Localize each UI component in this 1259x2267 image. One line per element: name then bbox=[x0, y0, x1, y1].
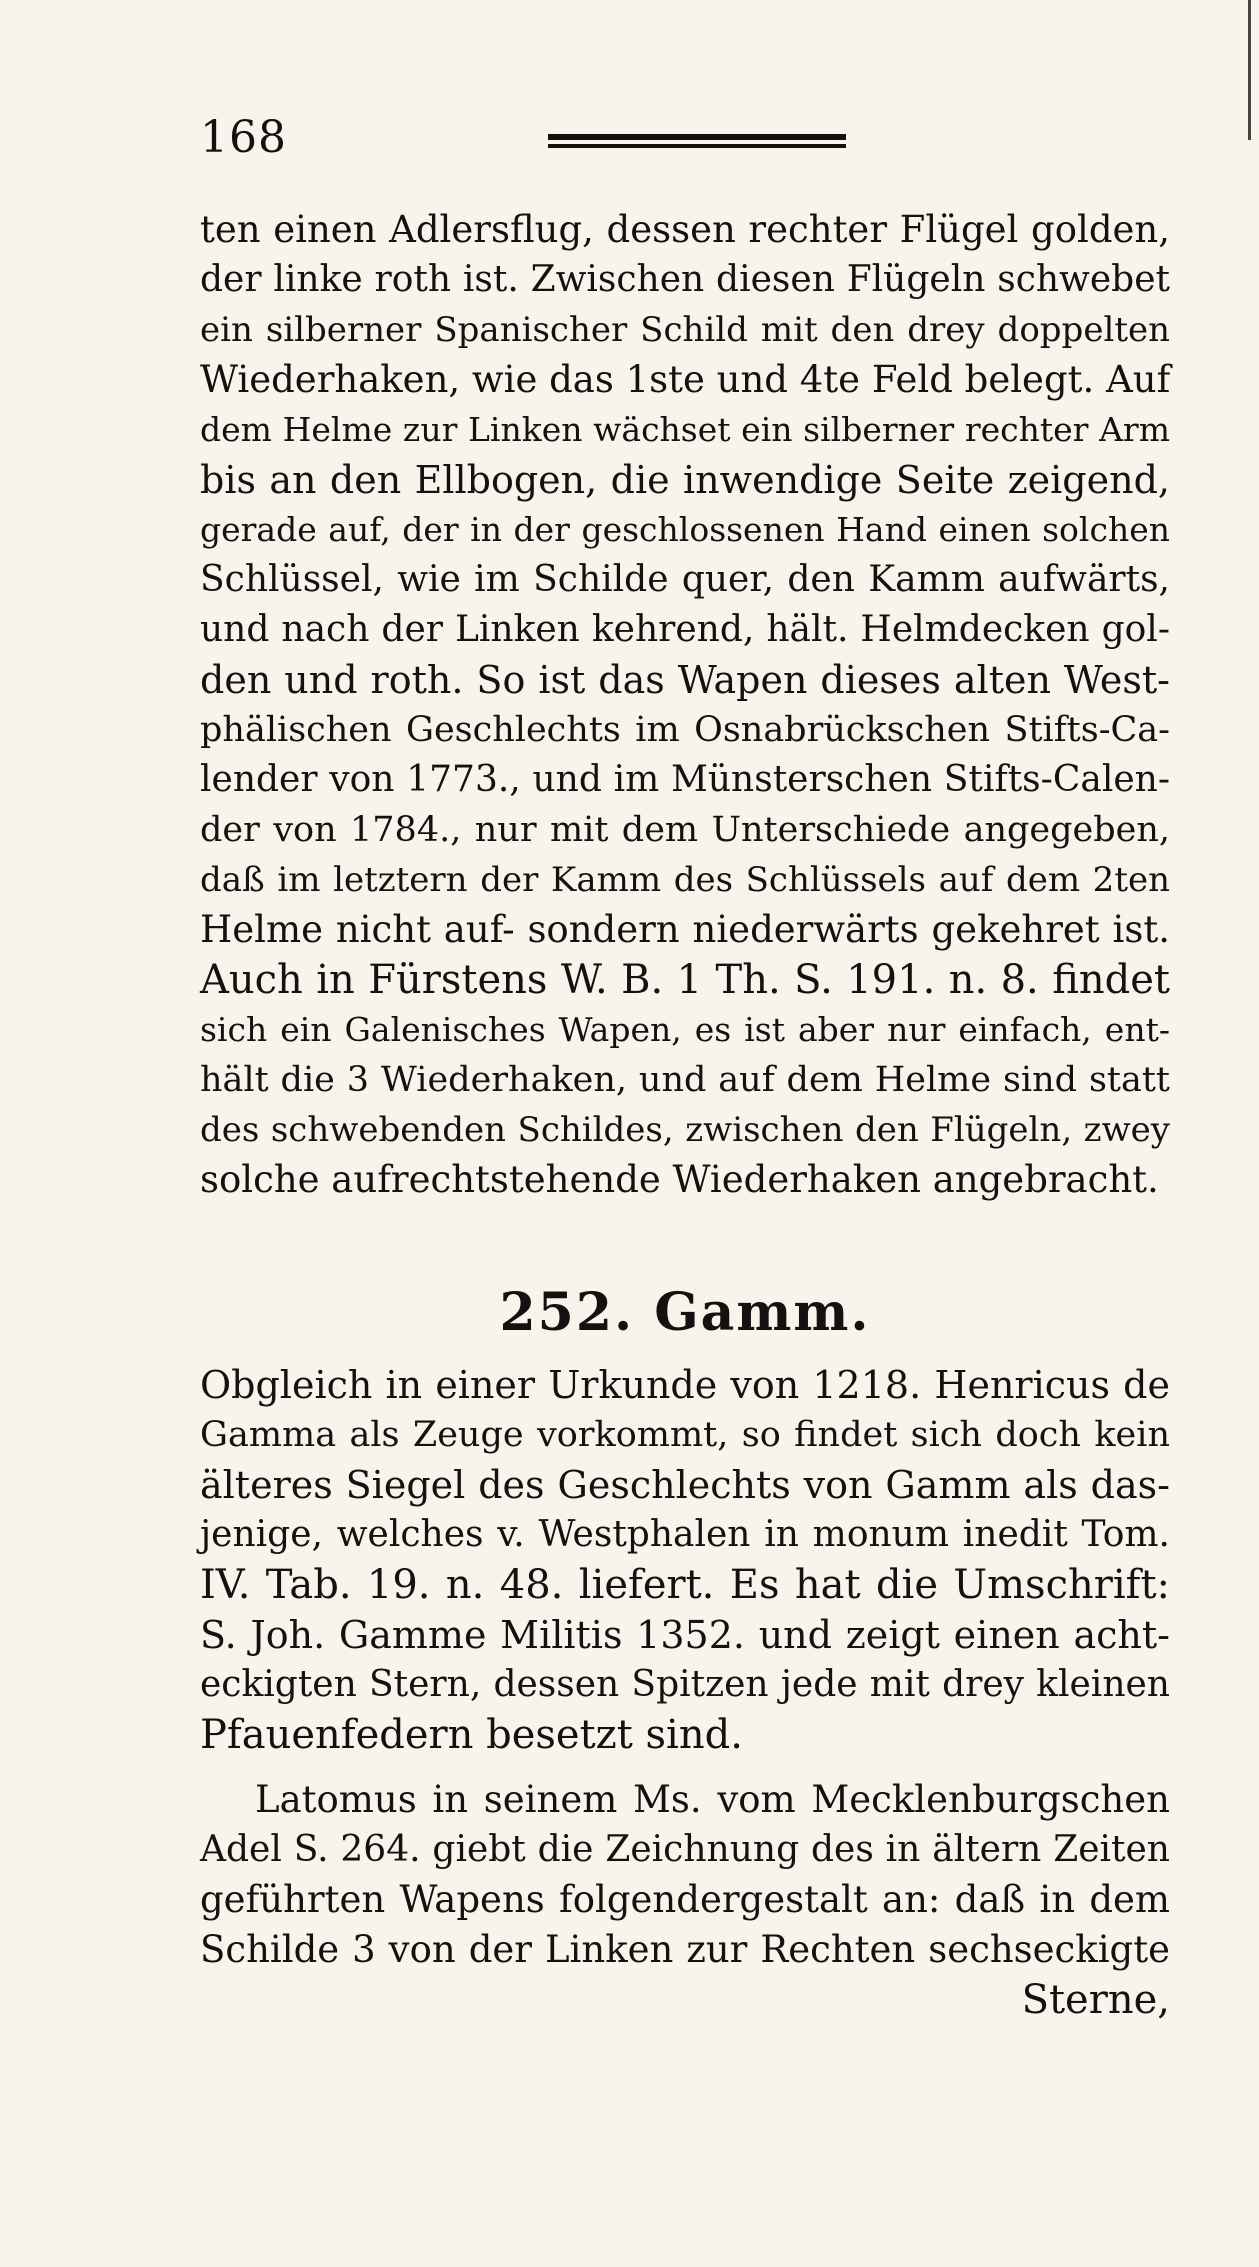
text-line: der von 1784., nur mit dem Unterschiede angegeben, bbox=[200, 810, 1170, 850]
text-line: des schwebenden Schildes, zwischen den Flügeln, zwey bbox=[200, 1110, 1170, 1150]
text-line: Wiederhaken, wie das 1ste und 4te Feld belegt. Auf bbox=[200, 358, 1171, 401]
text-line: Gamma als Zeuge vorkommt, so findet sich doch kein bbox=[200, 1415, 1170, 1455]
text-line: ein silberner Spanischer Schild mit den drey doppelten bbox=[200, 310, 1170, 350]
text-line: Obgleich in einer Urkunde von 1218. Henricus de bbox=[200, 1363, 1170, 1407]
text-line: Schlüssel, wie im Schilde quer, den Kamm aufwärts, bbox=[200, 559, 1170, 600]
page-number: 168 bbox=[200, 112, 287, 163]
text-line: S. Joh. Gamme Militis 1352. und zeigt einen acht- bbox=[200, 1613, 1170, 1657]
text-line: hält die 3 Wiederhaken, und auf dem Helme sind statt bbox=[200, 1060, 1170, 1100]
text-line: phälischen Geschlechts im Osnabrückschen Stifts-Ca- bbox=[200, 710, 1170, 750]
text-line: gerade auf, der in der geschlossenen Hand einen solchen bbox=[200, 510, 1170, 549]
paragraph-3 bbox=[200, 1775, 1170, 2025]
text-line: geführten Wapens folgendergestalt an: daß in dem bbox=[200, 1878, 1170, 1921]
text-line: dem Helme zur Linken wächset ein silberner rechter Arm bbox=[200, 410, 1170, 449]
text-line: Auch in Fürstens W. B. 1 Th. S. 191. n. 8. findet bbox=[200, 957, 1170, 1003]
catchword: Sterne, bbox=[1021, 1977, 1170, 2023]
text-line: jenige, welches v. Westphalen in monum inedit Tom. bbox=[200, 1514, 1170, 1555]
text-line: ten einen Adlersflug, dessen rechter Flügel golden, bbox=[200, 208, 1170, 251]
text-line: älteres Siegel des Geschlechts von Gamm als das- bbox=[200, 1463, 1170, 1507]
page-edge-line bbox=[1248, 0, 1251, 140]
text-line: und nach der Linken kehrend, hält. Helmdecken gol- bbox=[200, 609, 1170, 650]
page-header bbox=[200, 112, 1200, 172]
text-line: solche aufrechtstehende Wiederhaken angebracht. bbox=[200, 1158, 1159, 1201]
paragraph-2 bbox=[200, 1360, 1170, 1760]
text-line: der linke roth ist. Zwischen diesen Flügeln schwebet bbox=[200, 259, 1170, 300]
text-line: Schilde 3 von der Linken zur Rechten sechseckigte bbox=[200, 1928, 1170, 1971]
text-line: IV. Tab. 19. n. 48. liefert. Es hat die Umschrift: bbox=[200, 1562, 1170, 1608]
text-line: den und roth. So ist das Wapen dieses alten West- bbox=[200, 658, 1170, 702]
text-line: lender von 1773., und im Münsterschen Stifts-Calen- bbox=[200, 759, 1170, 800]
paragraph-1 bbox=[200, 205, 1170, 1205]
text-line: Adel S. 264. giebt die Zeichnung des in ältern Zeiten bbox=[200, 1829, 1170, 1870]
text-line: Pfauenfedern besetzt sind. bbox=[200, 1712, 743, 1758]
text-line: bis an den Ellbogen, die inwendige Seite zeigend, bbox=[200, 458, 1170, 502]
text-line: eckigten Stern, dessen Spitzen jede mit drey kleinen bbox=[200, 1664, 1170, 1705]
section-heading: 252. Gamm. bbox=[499, 1282, 871, 1343]
text-line: Latomus in seinem Ms. vom Mecklenburgschen bbox=[255, 1778, 1170, 1821]
text-line: daß im letztern der Kamm des Schlüssels auf dem 2ten bbox=[200, 860, 1170, 900]
text-line: sich ein Galenisches Wapen, es ist aber nur einfach, ent- bbox=[200, 1010, 1170, 1049]
header-rule bbox=[548, 134, 846, 148]
text-line: Helme nicht auf- sondern niederwärts gekehret ist. bbox=[200, 908, 1170, 951]
